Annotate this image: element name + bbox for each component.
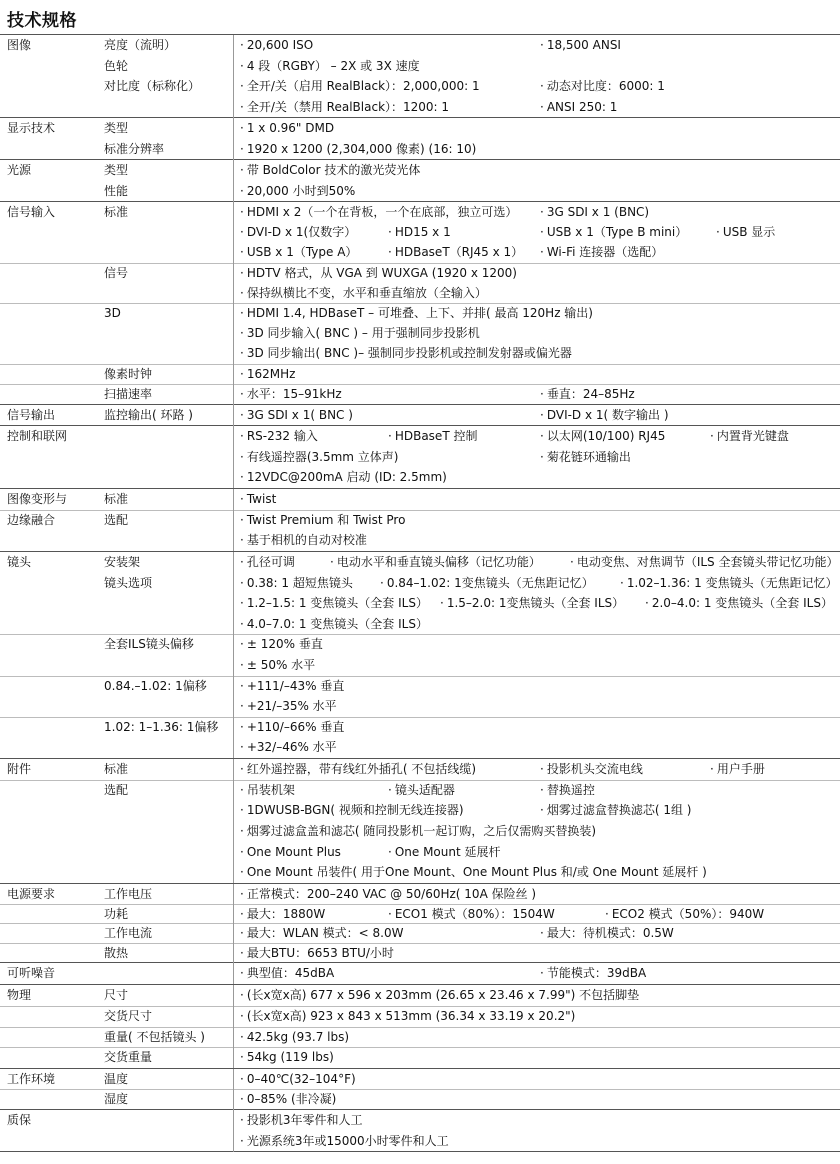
spec-section [0,202,840,405]
spec-value: · 3G SDI x 1 (BNC) [540,202,649,223]
spec-value: · 电动变焦、对焦调节（ILS 全套镜头带记忆功能） [570,552,839,573]
spec-row [0,1089,840,1111]
spec-value: · HDTV 格式，从 VGA 到 WUXGA (1920 x 1200) [240,263,517,284]
spec-subcategory: 色轮 [104,59,129,73]
spec-value: · HDBaseT 控制 [388,426,477,447]
column-divider [233,884,234,905]
spec-value: · 以太网(10/100) RJ45 [540,426,665,447]
column-divider [233,510,234,531]
column-divider [233,717,234,738]
spec-row [0,862,840,883]
spec-value: · ± 120% 垂直 [240,634,323,655]
spec-value: · 0.84–1.02: 1变焦镜头（无焦距记忆） [380,573,594,594]
column-divider [233,963,234,984]
spec-value: · 最大：待机模式：0.5W [540,923,674,944]
spec-row [0,1047,840,1069]
spec-subcategory: 像素时钟 [104,367,153,381]
spec-row [0,593,840,614]
section-category: 图像 [7,38,32,52]
spec-value: · 红外遥控器，带有线红外插孔( 不包括线缆) [240,759,476,780]
spec-value: · 电动水平和垂直镜头偏移（记忆功能） [330,552,541,573]
spec-value: · 162MHz [240,364,295,385]
spec-subcategory: 类型 [104,163,129,177]
column-divider [233,1131,234,1152]
column-divider [233,923,234,944]
column-divider [233,447,234,468]
column-divider [233,263,234,284]
column-divider [233,634,234,655]
section-category: 质保 [7,1113,32,1127]
spec-row [0,634,840,656]
spec-subcategory: 镜头选项 [104,576,153,590]
spec-row [0,780,840,802]
spec-row [0,800,840,821]
spec-value: · 基于相机的自动对校准 [240,530,367,551]
column-divider [233,323,234,344]
spec-value: · One Mount 吊装件( 用于One Mount、One Mount Plus 和/或 One Mount 延展杆 ) [240,862,707,883]
spec-value: · 替换遥控 [540,780,595,801]
spec-value: · 节能模式：39dBA [540,963,646,984]
spec-value: · 3D 同步输出( BNC )– 强制同步投影机或控制发射器或偏光器 [240,343,572,364]
spec-value: · 1.02–1.36: 1 变焦镜头（无焦距记忆） [620,573,838,594]
spec-row [0,56,840,77]
spec-value: · ± 50% 水平 [240,655,315,676]
spec-row [0,263,840,285]
spec-row [0,884,840,905]
section-category: 光源 [7,163,32,177]
column-divider [233,181,234,202]
spec-value: · 最大：1880W [240,904,325,925]
spec-value: · 孔径可调 [240,552,295,573]
spec-section [0,160,840,202]
spec-value: · One Mount 延展杆 [388,842,501,863]
spec-subcategory: 扫描速率 [104,387,153,401]
spec-row [0,1006,840,1028]
spec-section [0,489,840,552]
spec-section [0,552,840,759]
column-divider [233,242,234,263]
spec-value: · 全开/关（禁用 RealBlack）：1200: 1 [240,97,449,118]
spec-subcategory: 湿度 [104,1092,129,1106]
spec-value: · 菊花链环通输出 [540,447,631,468]
column-divider [233,283,234,304]
spec-value: · 正常模式：200–240 VAC @ 50/60Hz( 10A 保险丝 ) [240,884,536,905]
spec-value: · 烟雾过滤盒盖和滤芯( 随同投影机一起订购，之后仅需购买替换装) [240,821,596,842]
spec-row [0,467,840,488]
column-divider [233,384,234,405]
spec-value: · 4.0–7.0: 1 变焦镜头（全套 ILS） [240,614,428,635]
spec-row [0,97,840,118]
column-divider [233,97,234,118]
column-divider [233,35,234,56]
spec-subcategory: 0.84.–1.02: 1偏移 [104,679,207,693]
spec-value: · USB x 1（Type B mini） [540,222,687,243]
column-divider [233,573,234,594]
spec-row [0,614,840,635]
spec-value: · 4 段（RGBY） – 2X 或 3X 速度 [240,56,420,77]
spec-row [0,676,840,698]
section-category: 附件 [7,762,32,776]
spec-subcategory: 性能 [104,184,129,198]
spec-value: · Twist [240,489,276,510]
section-category: 工作环境 [7,1072,56,1086]
spec-row [0,384,840,406]
spec-row [0,202,840,223]
spec-row [0,552,840,573]
column-divider [233,56,234,77]
spec-row [0,160,840,181]
spec-value: · 1.5–2.0: 1变焦镜头（全套 ILS） [440,593,624,614]
column-divider [233,842,234,863]
spec-row [0,489,840,510]
spec-value: · RS-232 输入 [240,426,318,447]
spec-row [0,923,840,945]
spec-value: · Twist Premium 和 Twist Pro [240,510,405,531]
spec-value: · 光源系统3年或15000小时零件和人工 [240,1131,449,1152]
column-divider [233,343,234,364]
spec-value: · 内置背光键盘 [710,426,789,447]
spec-value: · One Mount Plus [240,842,341,863]
spec-row [0,242,840,263]
column-divider [233,904,234,925]
section-category-line2: 边缘融合 [7,513,56,527]
spec-value: · HDMI x 2（一个在背板，一个在底部，独立可选） [240,202,517,223]
column-divider [233,800,234,821]
spec-section [0,1110,840,1152]
spec-value: · USB x 1（Type A） [240,242,357,263]
section-category: 物理 [7,988,32,1002]
column-divider [233,303,234,324]
column-divider [233,1069,234,1090]
spec-value: · DVI-D x 1( 数字输出 ) [540,405,669,426]
spec-value: · (长x宽x高) 677 x 596 x 203mm (26.65 x 23.46 x 7.99") 不包括脚垫 [240,985,639,1006]
spec-subcategory: 工作电压 [104,887,153,901]
column-divider [233,780,234,801]
spec-value: · 投影机3年零件和人工 [240,1110,362,1131]
spec-row [0,963,840,984]
spec-value: · HDBaseT（RJ45 x 1） [388,242,523,263]
spec-value: · 18,500 ANSI [540,35,621,56]
spec-row [0,737,840,758]
spec-value: · +110/–66% 垂直 [240,717,344,738]
column-divider [233,676,234,697]
column-divider [233,862,234,883]
spec-value: · ANSI 250: 1 [540,97,617,118]
column-divider [233,222,234,243]
spec-subcategory: 选配 [104,783,129,797]
spec-value: · +32/–46% 水平 [240,737,337,758]
spec-value: · 吊装机架 [240,780,295,801]
section-category: 信号输入 [7,205,56,219]
spec-row [0,1027,840,1049]
spec-row [0,759,840,780]
spec-row [0,842,840,863]
spec-subcategory: 信号 [104,266,129,280]
spec-subcategory: 交货尺寸 [104,1009,153,1023]
column-divider [233,1089,234,1110]
column-divider [233,1006,234,1027]
spec-value: · 2.0–4.0: 1 变焦镜头（全套 ILS） [645,593,833,614]
spec-section [0,759,840,884]
spec-section [0,405,840,426]
spec-value: · +111/–43% 垂直 [240,676,344,697]
spec-value: · 3D 同步输入( BNC ) – 用于强制同步投影机 [240,323,480,344]
spec-value: · 最大BTU：6653 BTU/小时 [240,943,394,964]
spec-subcategory: 重量( 不包括镜头 ) [104,1030,205,1044]
spec-value: · 最大：WLAN 模式：< 8.0W [240,923,403,944]
spec-subcategory: 标准 [104,492,129,506]
spec-value: · 全开/关（启用 RealBlack）：2,000,000: 1 [240,76,480,97]
spec-value: · Wi-Fi 连接器（选配） [540,242,663,263]
column-divider [233,1027,234,1048]
spec-row [0,405,840,426]
column-divider [233,759,234,780]
spec-subcategory: 标准 [104,205,129,219]
spec-value: · 0–40℃(32–104°F) [240,1069,356,1090]
spec-subcategory: 散热 [104,946,129,960]
spec-section [0,963,840,985]
spec-value: · 投影机头交流电线 [540,759,643,780]
spec-row [0,303,840,325]
spec-row [0,530,840,551]
spec-row [0,35,840,56]
spec-subcategory: 亮度（流明） [104,38,177,52]
spec-value: · 用户手册 [710,759,765,780]
spec-subcategory: 尺寸 [104,988,129,1002]
spec-subcategory: 温度 [104,1072,129,1086]
spec-row [0,283,840,304]
column-divider [233,364,234,385]
spec-row [0,821,840,842]
spec-row [0,696,840,717]
spec-value: · DVI-D x 1(仅数字） [240,222,356,243]
spec-subcategory: 标准分辨率 [104,142,165,156]
spec-value: · 带 BoldColor 技术的激光荧光体 [240,160,420,181]
section-category: 镜头 [7,555,32,569]
column-divider [233,426,234,447]
spec-value: · 0–85% (非冷凝) [240,1089,336,1110]
spec-section [0,1069,840,1110]
spec-row [0,222,840,243]
spec-value: · 20,600 ISO [240,35,313,56]
spec-row [0,717,840,739]
spec-section [0,118,840,160]
column-divider [233,593,234,614]
spec-value: · 42.5kg (93.7 lbs) [240,1027,349,1048]
spec-row [0,655,840,676]
section-category: 显示技术 [7,121,56,135]
column-divider [233,985,234,1006]
spec-subcategory: 监控输出( 环路 ) [104,408,193,422]
column-divider [233,696,234,717]
spec-value: · 20,000 小时到50% [240,181,355,202]
column-divider [233,1047,234,1068]
spec-row [0,364,840,386]
spec-row [0,943,840,965]
column-divider [233,202,234,223]
spec-row [0,181,840,202]
column-divider [233,614,234,635]
spec-subcategory: 功耗 [104,907,129,921]
column-divider [233,405,234,426]
spec-subcategory: 标准 [104,762,129,776]
spec-subcategory: 选配 [104,513,129,527]
spec-value: · 1.2–1.5: 1 变焦镜头（全套 ILS） [240,593,428,614]
spec-subcategory: 工作电流 [104,926,153,940]
column-divider [233,139,234,160]
spec-subcategory: 3D [104,306,121,320]
spec-row [0,426,840,447]
spec-row [0,343,840,364]
spec-value: · 1DWUSB-BGN( 视频和控制无线连接器) [240,800,464,821]
spec-subcategory: 全套ILS镜头偏移 [104,637,194,651]
section-category: 电源要求 [7,887,56,901]
page-title: 技术规格 [7,11,77,31]
column-divider [233,737,234,758]
spec-value: · 3G SDI x 1( BNC ) [240,405,353,426]
spec-value: · +21/–35% 水平 [240,696,337,717]
spec-subcategory: 对比度（标称化） [104,79,201,93]
spec-row [0,985,840,1006]
spec-value: · 垂直：24–85Hz [540,384,635,405]
column-divider [233,552,234,573]
spec-section [0,884,840,963]
spec-row [0,76,840,97]
spec-value: · 0.38: 1 超短焦镜头 [240,573,353,594]
spec-value: · ECO1 模式（80%）：1504W [388,904,555,925]
spec-value: · 1 x 0.96" DMD [240,118,334,139]
column-divider [233,943,234,964]
spec-row [0,510,840,532]
column-divider [233,467,234,488]
spec-section [0,35,840,118]
spec-row [0,139,840,160]
spec-subcategory: 1.02: 1–1.36: 1偏移 [104,720,219,734]
column-divider [233,1110,234,1131]
column-divider [233,118,234,139]
spec-subcategory: 交货重量 [104,1050,153,1064]
spec-row [0,118,840,139]
spec-section [0,985,840,1069]
spec-row [0,1110,840,1131]
spec-value: · 54kg (119 lbs) [240,1047,334,1068]
column-divider [233,489,234,510]
spec-value: · 烟雾过滤盒替换滤芯( 1组 ) [540,800,691,821]
section-category: 信号输出 [7,408,56,422]
column-divider [233,160,234,181]
column-divider [233,76,234,97]
spec-value: · 水平：15–91kHz [240,384,342,405]
spec-value: · 镜头适配器 [388,780,455,801]
section-category: 控制和联网 [7,429,68,443]
spec-subcategory: 安装架 [104,555,141,569]
spec-value: · HD15 x 1 [388,222,451,243]
section-category: 可听噪音 [7,966,56,980]
spec-value: · ECO2 模式（50%）：940W [605,904,764,925]
spec-row [0,1069,840,1090]
section-category: 图像变形与 [7,492,68,506]
column-divider [233,530,234,551]
spec-value: · 有线遥控器(3.5mm 立体声) [240,447,398,468]
spec-row [0,447,840,468]
spec-row [0,573,840,594]
spec-value: · 保持纵横比不变，水平和垂直缩放（全输入） [240,283,487,304]
spec-value: · HDMI 1.4, HDBaseT – 可堆叠、上下、并排( 最高 120Hz 输出) [240,303,593,324]
column-divider [233,655,234,676]
spec-value: · 典型值：45dBA [240,963,334,984]
spec-value: · 1920 x 1200 (2,304,000 像素) (16: 10) [240,139,476,160]
spec-value: · 12VDC@200mA 启动 (ID: 2.5mm) [240,467,447,488]
spec-value: · 动态对比度：6000: 1 [540,76,665,97]
spec-section [0,426,840,489]
spec-value: · (长x宽x高) 923 x 843 x 513mm (36.34 x 33.19 x 20.2") [240,1006,575,1027]
spec-row [0,1131,840,1152]
spec-value: · USB 显示 [716,222,775,243]
spec-row [0,323,840,344]
spec-subcategory: 类型 [104,121,129,135]
column-divider [233,821,234,842]
